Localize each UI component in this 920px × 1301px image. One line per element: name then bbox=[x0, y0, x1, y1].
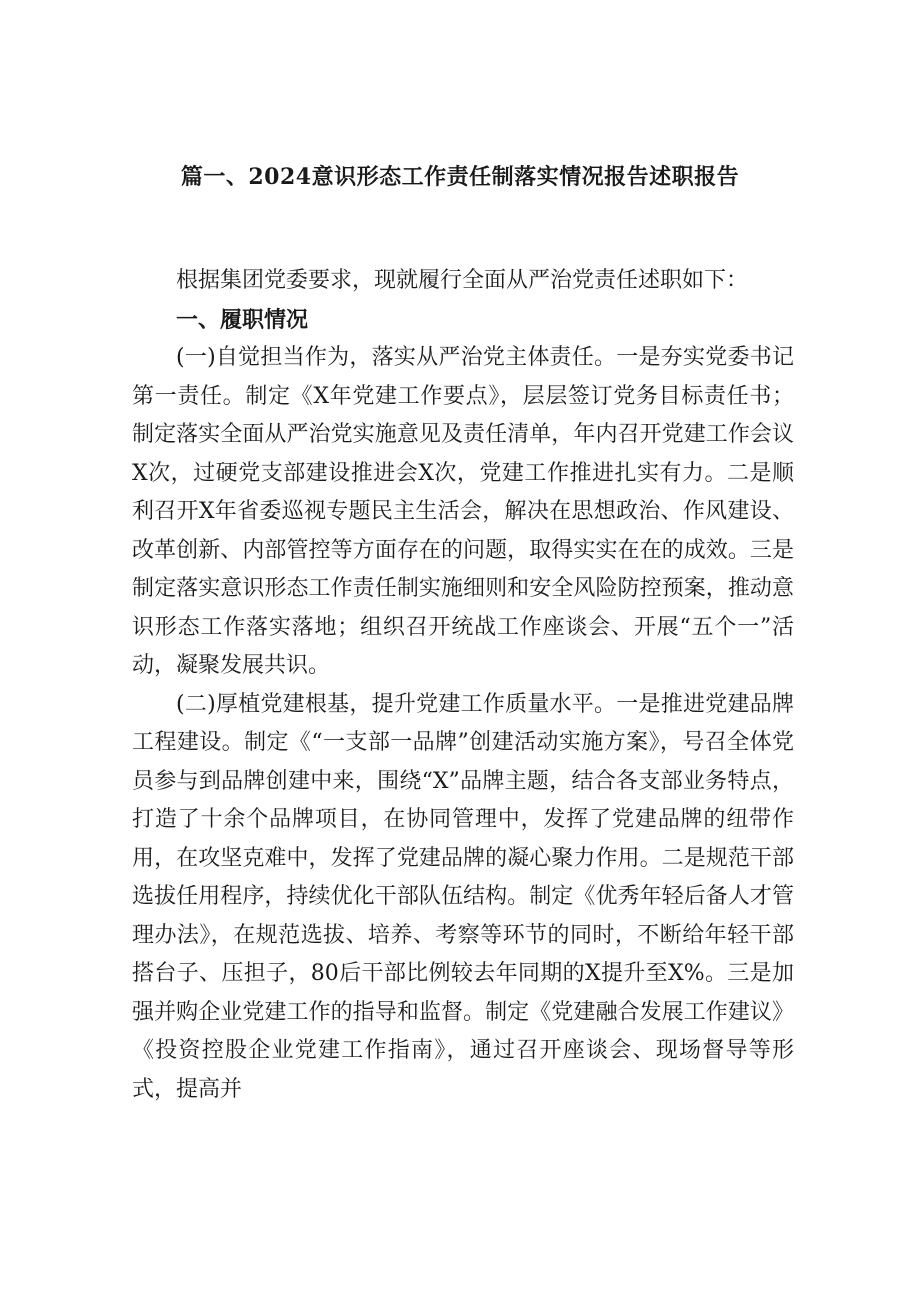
body-paragraph: (二)厚植党建根基，提升党建工作质量水平。一是推进党建品牌工程建设。制定《“一支部一品牌”创建活动实施方案》，号召全体党员参与到品牌创建中来，围绕“X”品牌主题，结合各支部业务特点，打造了十余个品牌项目，在协同管理中，发挥了党建品牌的纽带作用，在攻坚克难中，发挥了党建品牌的凝心聚力作用。二是规范干部选拔任用程序，持续优化干部队伍结构。制定《优秀年轻后备人才管理办法》，在规范选拔、培养、考察等环节的同时，不断给年轻干部搭台子、压担子，80后干部比例较去年同期的X提升至X%。三是加强并购企业党建工作的指导和监督。制定《党建融合发展工作建议》《投资控股企业党建工作指南》，通过召开座谈会、现场督导等形式，提高并 bbox=[132, 691, 794, 1102]
body-paragraph: (一)自觉担当作为，落实从严治党主体责任。一是夯实党委书记第一责任。制定《X年党建工作要点》，层层签订党务目标责任书；制定落实全面从严治党实施意见及责任清单，年内召开党建工作会议X次，过硬党支部建设推进会X次，党建工作推进扎实有力。二是顺利召开X年省委巡视专题民主生活会，解决在思想政治、作风建设、改革创新、内部管控等方面存在的问题，取得实实在在的成效。三是制定落实意识形态工作责任制实施细则和安全风险防控预案，推动意识形态工作落实落地；组织召开统战工作座谈会、开展“五个一”活动，凝聚发展共识。 bbox=[132, 345, 794, 678]
document-body bbox=[132, 262, 794, 1109]
document-title: 篇一、2024意识形态工作责任制落实情况报告述职报告 bbox=[180, 164, 740, 190]
section-heading: 一、履职情况 bbox=[176, 306, 309, 333]
intro-paragraph: 根据集团党委要求，现就履行全面从严治党责任述职如下： bbox=[176, 268, 749, 293]
